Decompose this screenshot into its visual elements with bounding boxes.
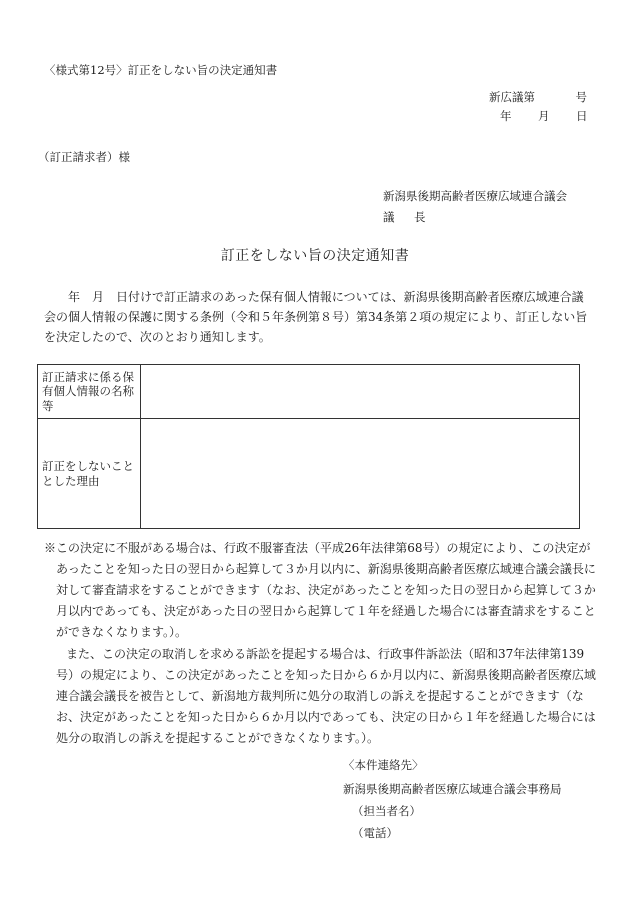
info-name-value bbox=[141, 365, 580, 419]
decision-table bbox=[37, 364, 580, 529]
contact-phone: （電話） bbox=[352, 826, 398, 840]
document-number-prefix: 新広議第 bbox=[489, 90, 535, 104]
table-row bbox=[38, 365, 580, 419]
appeal-note: ※この決定に不服がある場合は、行政不服審査法（平成26年法律第68号）の規定により、この決定があったことを知った日の翌日から起算して３か月以内に、新潟県後期高齢者医療広域連合議会議長に対して審査請求をすることができます（なお、決定があったことを知った日の翌日から起算して３か月以内であっても、決定があった日の翌日から起算して１年を経過した場合には審査請求をすることができなくなります。）。 bbox=[44, 541, 596, 639]
date-month: 月 bbox=[538, 109, 550, 123]
contact-office: 新潟県後期高齢者医療広域連合議会事務局 bbox=[343, 782, 562, 796]
body-paragraph: 年 月 日付けで訂正請求のあった保有個人情報については、新潟県後期高齢者医療広域連合議会の個人情報の保護に関する条例（令和５年条例第８号）第34条第２項の規定により、訂正しない旨を決定したので、次のとおり通知します。 bbox=[44, 290, 588, 344]
lawsuit-note: また、この決定の取消しを求める訴訟を提起する場合は、行政事件訴訟法（昭和37年法律第139号）の規定により、この決定があったことを知った日から６か月以内に、新潟県後期高齢者医療広域連合議会議長を被告として、新潟地方裁判所に処分の取消しの訴えを提起することができます（なお、決定があったことを知った日から６か月以内であっても、決定の日から１年を経過した場合には処分の取消しの訴えを提起することができなくなります。）。 bbox=[56, 647, 596, 745]
sender-organization: 新潟県後期高齢者医療広域連合議会 bbox=[383, 189, 567, 203]
document-number-suffix: 号 bbox=[575, 90, 587, 104]
document-number bbox=[489, 89, 587, 105]
date-year: 年 bbox=[500, 109, 512, 123]
table-row bbox=[38, 419, 580, 529]
reason-label: 訂正をしないこととした理由 bbox=[38, 419, 141, 529]
info-name-label: 訂正請求に係る保有個人情報の名称等 bbox=[38, 365, 141, 419]
sender-title: 議 長 bbox=[383, 210, 430, 224]
reason-value bbox=[141, 419, 580, 529]
contact-heading: 〈本件連絡先〉 bbox=[343, 758, 424, 772]
form-number-label: 〈様式第12号〉訂正をしない旨の決定通知書 bbox=[44, 63, 278, 77]
contact-person: （担当者名） bbox=[352, 804, 421, 818]
addressee: （訂正請求者）様 bbox=[38, 150, 130, 164]
date-day: 日 bbox=[576, 109, 588, 123]
document-title: 訂正をしない旨の決定通知書 bbox=[220, 248, 410, 264]
